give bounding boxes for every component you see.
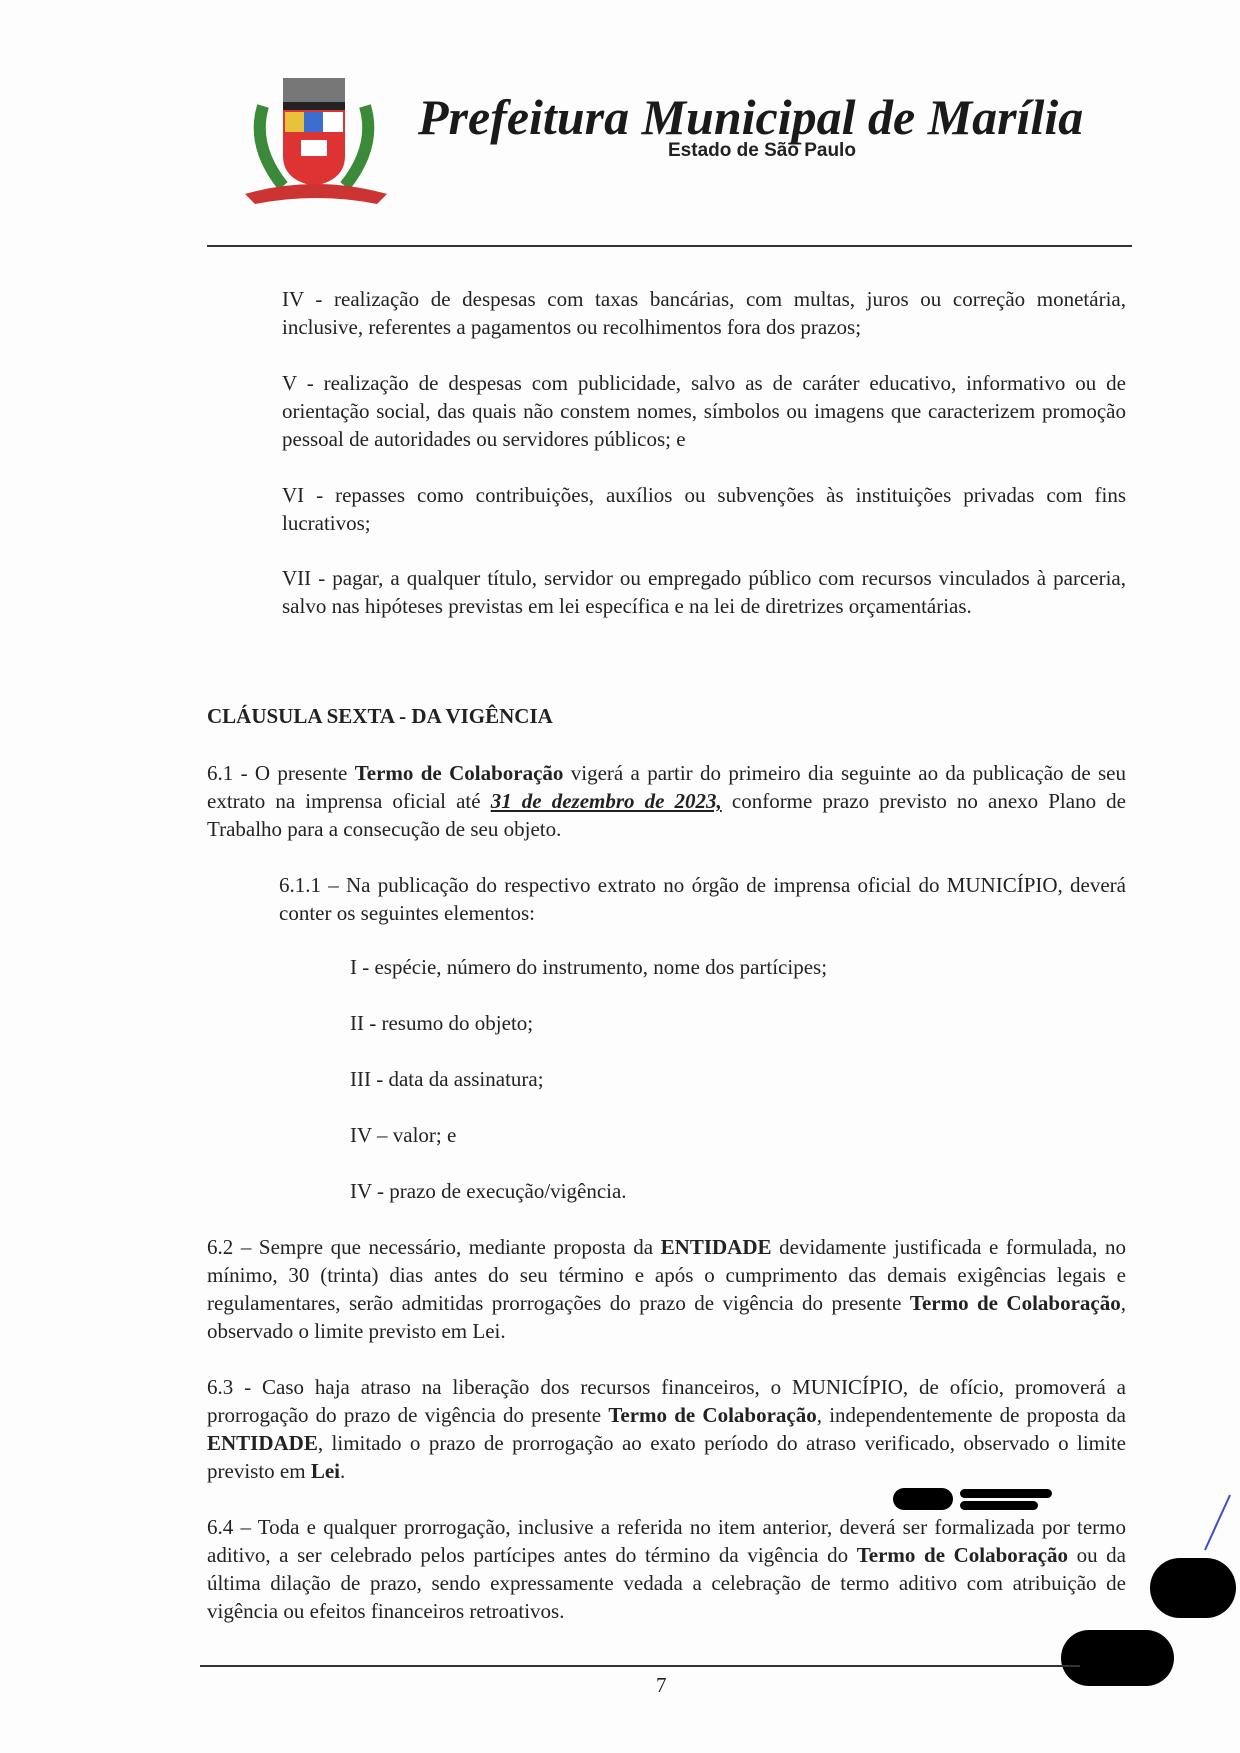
paragraph-6-3 xyxy=(207,1373,1126,1485)
text: . xyxy=(339,1459,346,1483)
text: 6.1 - O presente xyxy=(207,761,355,785)
text: 6.4 – Toda e qualquer prorrogação, inclusive a referida no item anterior, deverá ser formalizada por termo aditivo, a ser celebrado pelos partícipes antes do término da vigência do xyxy=(207,1515,1126,1567)
item-vi: VI - repasses como contribuições, auxílios ou subvenções às instituições privadas com fins lucrativos; xyxy=(282,483,1126,535)
footer-divider xyxy=(200,1665,1080,1667)
text-bold: Termo de Colaboração xyxy=(608,1403,817,1427)
header-subtitle: Estado de São Paulo xyxy=(668,140,856,161)
text-bold: Termo de Colaboração xyxy=(856,1543,1068,1567)
text: , observado o limite previsto em Lei. xyxy=(207,1291,1126,1343)
item-iv: IV - realização de despesas com taxas bancárias, com multas, juros ou correção monetária, inclusive, referentes a pagamentos ou recolhimentos fora dos prazos; xyxy=(282,287,1126,339)
text: , independentemente de proposta da xyxy=(816,1403,1126,1427)
item-vii: VII - pagar, a qualquer título, servidor ou empregado público com recursos vinculados à parceria, salvo nas hipóteses previstas em lei específica e na lei de diretrizes orçamentárias. xyxy=(282,566,1126,618)
text: 6.2 – Sempre que necessário, mediante proposta da xyxy=(207,1235,661,1259)
text: 6.3 - Caso haja atraso na liberação dos recursos financeiros, o MUNICÍPIO, de ofício, promoverá a prorrogação do prazo de vigência do presente xyxy=(207,1375,1126,1427)
text: , limitado o prazo de prorrogação ao exato período do atraso verificado, observado o limite previsto em xyxy=(207,1431,1126,1483)
redaction xyxy=(1061,1630,1174,1686)
text-bold: Termo de Colaboração xyxy=(909,1291,1121,1315)
text: vigerá a partir do primeiro dia seguinte ao da publicação de seu extrato na imprensa oficial até xyxy=(207,761,1126,813)
end-date: 31 de dezembro de 2023, xyxy=(490,789,722,813)
text-bold: Lei xyxy=(310,1459,340,1483)
page-number: 7 xyxy=(656,1673,667,1697)
header-divider xyxy=(207,245,1132,247)
element-item: III - data da assinatura; xyxy=(350,1067,544,1091)
redaction xyxy=(893,1488,953,1510)
text: conforme prazo previsto no anexo Plano de Trabalho para a consecução de seu objeto. xyxy=(207,789,1126,841)
text-bold: ENTIDADE xyxy=(660,1235,772,1259)
coat-of-arms-logo xyxy=(243,76,389,212)
text-bold: ENTIDADE xyxy=(207,1431,318,1455)
text: ou da última dilação de prazo, sendo expressamente vedada a celebração de termo aditivo com atribuição de vigência ou efeitos financeiros retroativos. xyxy=(207,1543,1126,1623)
redaction xyxy=(960,1489,1052,1498)
clause-heading: CLÁUSULA SEXTA - DA VIGÊNCIA xyxy=(207,704,553,728)
item-v: V - realização de despesas com publicidade, salvo as de caráter educativo, informativo ou de orientação social, das quais não constem nomes, símbolos ou imagens que caracterizem promoção pessoal de autoridades ou servidores públicos; e xyxy=(282,371,1126,451)
element-item: IV - prazo de execução/vigência. xyxy=(350,1179,627,1203)
element-item: I - espécie, número do instrumento, nome dos partícipes; xyxy=(350,955,828,979)
redaction xyxy=(1150,1558,1236,1618)
header-title: Prefeitura Municipal de Marília xyxy=(418,89,1084,145)
text: devidamente justificada e formulada, no mínimo, 30 (trinta) dias antes do seu término e após o cumprimento das demais exigências legais e regulamentares, serão admitidas prorrogações do prazo de vigência do presente xyxy=(207,1235,1126,1315)
paragraph-6-1-1: 6.1.1 – Na publicação do respectivo extrato no órgão de imprensa oficial do MUNICÍPIO, deverá conter os seguintes elementos: xyxy=(279,873,1126,925)
text-bold: Termo de Colaboração xyxy=(354,761,564,785)
paragraph-6-1 xyxy=(207,759,1126,843)
element-item: II - resumo do objeto; xyxy=(350,1011,534,1035)
element-item: IV – valor; e xyxy=(350,1123,457,1147)
paragraph-6-2 xyxy=(207,1233,1126,1345)
paragraph-6-4 xyxy=(207,1513,1126,1625)
redaction xyxy=(960,1501,1038,1510)
